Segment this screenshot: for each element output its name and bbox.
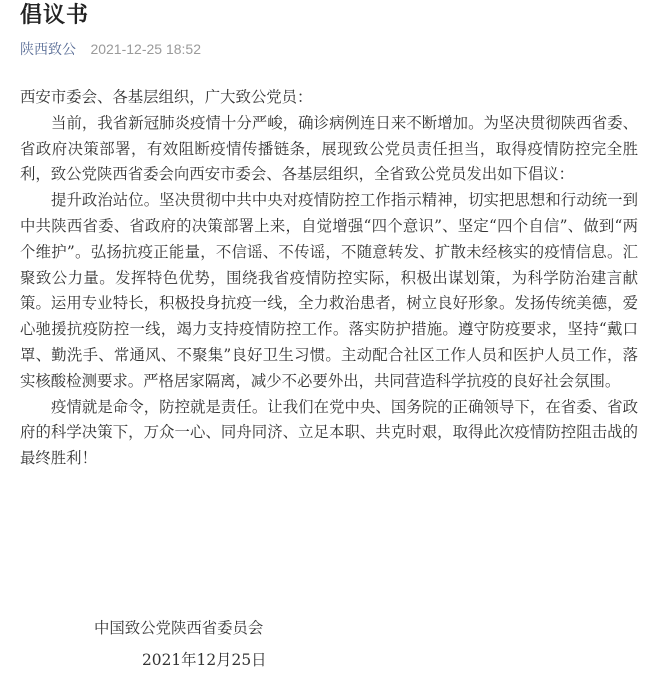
publish-time: 2021-12-25 18:52 [90,41,201,57]
letter-body [20,85,638,472]
letter-paragraph-intro: 当前，我省新冠肺炎疫情十分严峻，确诊病例连日来不断增加。为坚决贯彻陕西省委、省政府决策部署，有效阻断疫情传播链条，展现致公党员责任担当，取得疫情防控完全胜利，致公党陕西省委会向西安市委会、各基层组织，全省致公党员发出如下倡议： [20,113,638,184]
signature-organization: 中国致公党陕西省委员会 [94,619,264,637]
signature-date: 2021年12月25日 [142,650,267,669]
letter-paragraph-initiatives: 提升政治站位。坚决贯彻中共中央对疫情防控工作指示精神，切实把思想和行动统一到中共陕西省委、省政府的决策部署上来，自觉增强“四个意识”、坚定“四个自信”、做到“两个维护”。弘扬抗疫正能量，不信谣、不传谣，不随意转发、扩散未经核实的疫情信息。汇聚致公力量。发挥特色优势，围绕我省疫情防控实际，积极出谋划策，为科学防治建言献策。运用专业特长，积极投身抗疫一线，全力救治患者，树立良好形象。发扬传统美德，爱心驰援抗疫防控一线，竭力支持疫情防控工作。落实防护措施。遵守防疫要求，坚持“戴口罩、勤洗手、常通风、不聚集”良好卫生习惯。主动配合社区工作人员和医护人员工作，落实核酸检测要求。严格居家隔离，减少不必要外出，共同营造科学抗疫的良好社会氛围。 [20,191,638,390]
article-meta [20,40,201,59]
letter-salutation: 西安市委会、各基层组织，广大致公党员： [20,88,313,106]
letter-signature [94,616,267,674]
account-name-link[interactable]: 陕西致公 [20,42,76,58]
letter-paragraph-closing: 疫情就是命令，防控就是责任。让我们在党中央、国务院的正确领导下，在省委、省政府的科学决策下，万众一心、同舟同济、立足本职、共克时艰，取得此次疫情防控阻击战的最终胜利！ [20,397,638,468]
article-title: 倡议书 [20,3,90,28]
